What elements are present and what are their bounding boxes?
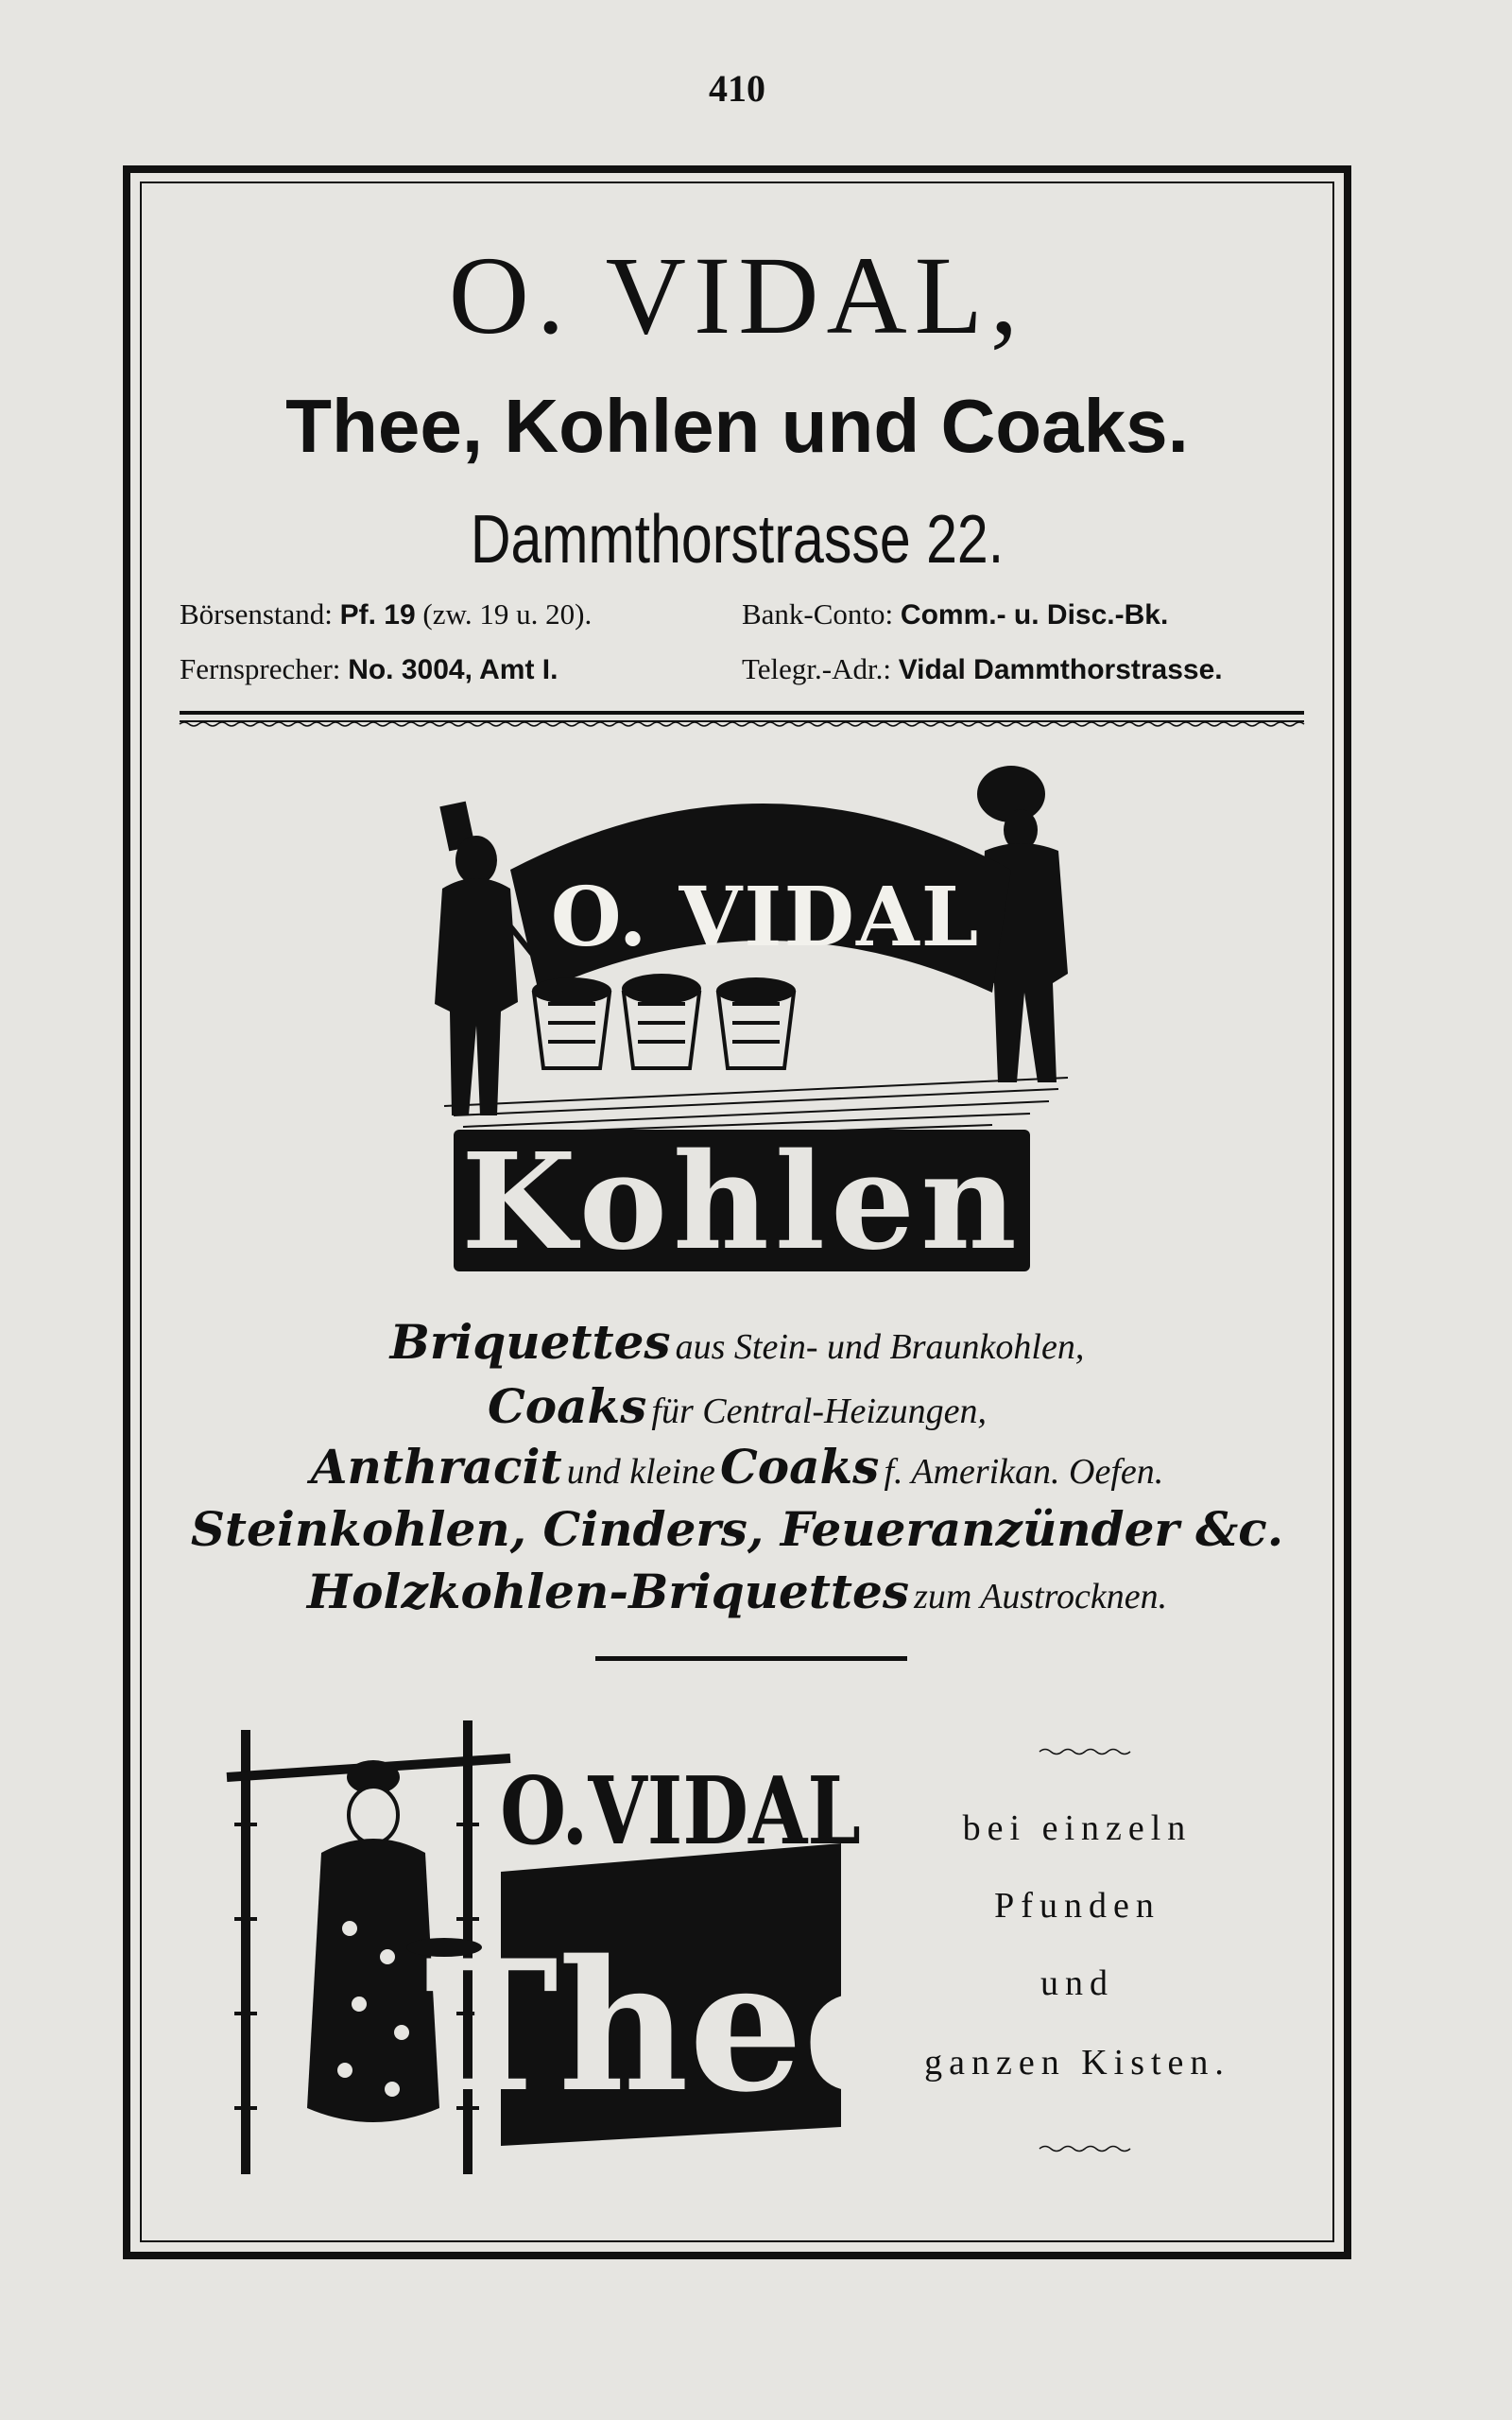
borsenstand-note: (zw. 19 u. 20). xyxy=(422,597,593,631)
phone-label: Fernsprecher: xyxy=(180,652,341,685)
product-line-holzkohlen xyxy=(142,1564,1332,1619)
tea-side-line-2: Pfunden xyxy=(994,1886,1160,1926)
tea-side-line-3: und xyxy=(1040,1963,1114,2003)
coal-logo xyxy=(406,756,1087,1286)
phone-line xyxy=(180,652,558,686)
product-line-steinkohlen xyxy=(142,1501,1332,1557)
borsenstand-label: Börsenstand: xyxy=(180,597,333,631)
tea-side-line-1: bei einzeln xyxy=(962,1808,1193,1848)
product-anthracit: Anthracit xyxy=(310,1439,562,1495)
product-holzkohlen-detail: zum Austrocknen. xyxy=(914,1577,1168,1616)
bank-line xyxy=(742,597,1168,631)
product-coaks: Coaks xyxy=(487,1378,647,1434)
tilde-ornament-bottom xyxy=(1040,2144,1134,2153)
bank-label: Bank-Conto: xyxy=(742,597,894,631)
product-holzkohlen: Holzkohlen-Briquettes xyxy=(306,1564,909,1619)
product-small-coaks: Coaks xyxy=(720,1439,880,1495)
thee-word: Thee xyxy=(424,1921,918,2132)
product-steinkohlen: Steinkohlen, Cinders, Feueranzünder &c. xyxy=(190,1501,1284,1557)
borsenstand-line xyxy=(180,597,592,631)
firm-name: O. VIDAL, xyxy=(448,233,1026,357)
coal-piles xyxy=(532,974,796,1004)
product-briquettes: Briquettes xyxy=(389,1314,671,1370)
kohlen-word: Kohlen xyxy=(461,1125,1022,1280)
product-anthracit-detail: f. Amerikan. Oefen. xyxy=(884,1452,1164,1492)
tea-sign-text: O.VIDAL xyxy=(500,1757,861,1867)
borsenstand-value: Pf. 19 xyxy=(339,599,416,631)
section-divider xyxy=(595,1656,907,1661)
page-number: 410 xyxy=(709,67,765,110)
product-line-coaks xyxy=(142,1378,1332,1434)
product-coaks-detail: für Central-Heizungen, xyxy=(651,1392,988,1431)
coal-carts xyxy=(534,993,794,1068)
tilde-ornament-top xyxy=(1040,1747,1134,1756)
bank-value: Comm.- u. Disc.-Bk. xyxy=(900,599,1169,631)
banner-text: O. VIDAL xyxy=(550,870,981,965)
tagline: Thee, Kohlen und Coaks. xyxy=(285,384,1189,468)
product-line-briquettes xyxy=(142,1314,1332,1370)
telegram-value: Vidal Dammthorstrasse. xyxy=(898,654,1223,685)
telegram-line xyxy=(742,652,1223,686)
product-anthracit-connector: und kleine xyxy=(566,1452,715,1492)
tea-side-line-4: ganzen Kisten. xyxy=(924,2043,1230,2083)
address: Dammthorstrasse 22. xyxy=(470,502,1005,578)
product-briquettes-detail: aus Stein- und Braunkohlen, xyxy=(675,1327,1085,1367)
phone-value: No. 3004, Amt I. xyxy=(348,654,558,685)
telegram-label: Telegr.-Adr.: xyxy=(742,652,891,685)
tea-logo xyxy=(227,1711,918,2184)
wavy-rule xyxy=(180,720,1304,728)
product-line-anthracit xyxy=(142,1439,1332,1495)
